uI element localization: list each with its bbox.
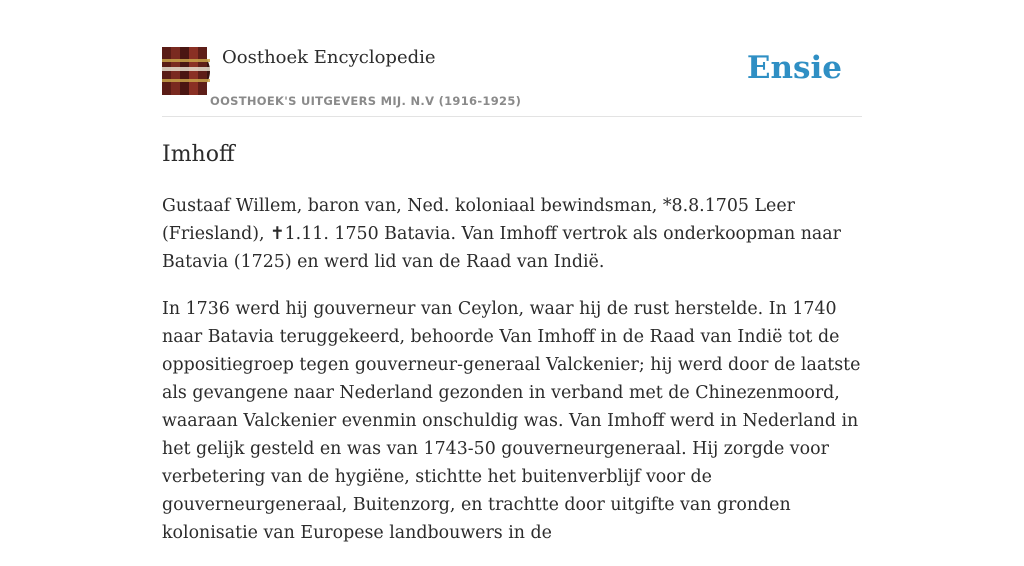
article-body [162,192,862,566]
encyclopedia-books-icon[interactable] [162,47,210,95]
source-title[interactable]: Oosthoek Encyclopedie [222,47,436,68]
page [162,0,862,543]
article-paragraph: In 1736 werd hij gouverneur van Ceylon, waar hij de rust herstelde. In 1740 naar Batavia teruggekeerd, behoorde Van Imhoff in de Raad van Indië tot de oppositiegroep tegen gouverneur-generaal Valckenier; hij werd door de laatste als gevangene naar Nederland gezonden in verband met de Chinezenmoord, waaraan Valckenier evenmin onschuldig was. Van Imhoff werd in Nederland in het gelijk gesteld en was van 1743-50 gouverneurgeneraal. Hij zorgde voor verbetering van de hygiëne, stichtte het buitenverblijf voor de gouverneurgeneraal, Buitenzorg, en trachtte door uitgifte van gronden kolonisatie van Europese landbouwers in de [162,299,861,543]
publisher-label: OOSTHOEK'S UITGEVERS MIJ. N.V (1916-1925) [210,94,522,108]
ensie-logo[interactable]: Ensie [746,50,842,86]
article-paragraph: Gustaaf Willem, baron van, Ned. koloniaal bewindsman, *8.8.1705 Leer (Friesland), ✝1.11. 1750 Batavia. Van Imhoff vertrok als onderkoopman naar Batavia (1725) en werd lid van de Raad van Indië. [162,196,841,272]
source-header [162,0,862,117]
article-title: Imhoff [162,142,235,167]
